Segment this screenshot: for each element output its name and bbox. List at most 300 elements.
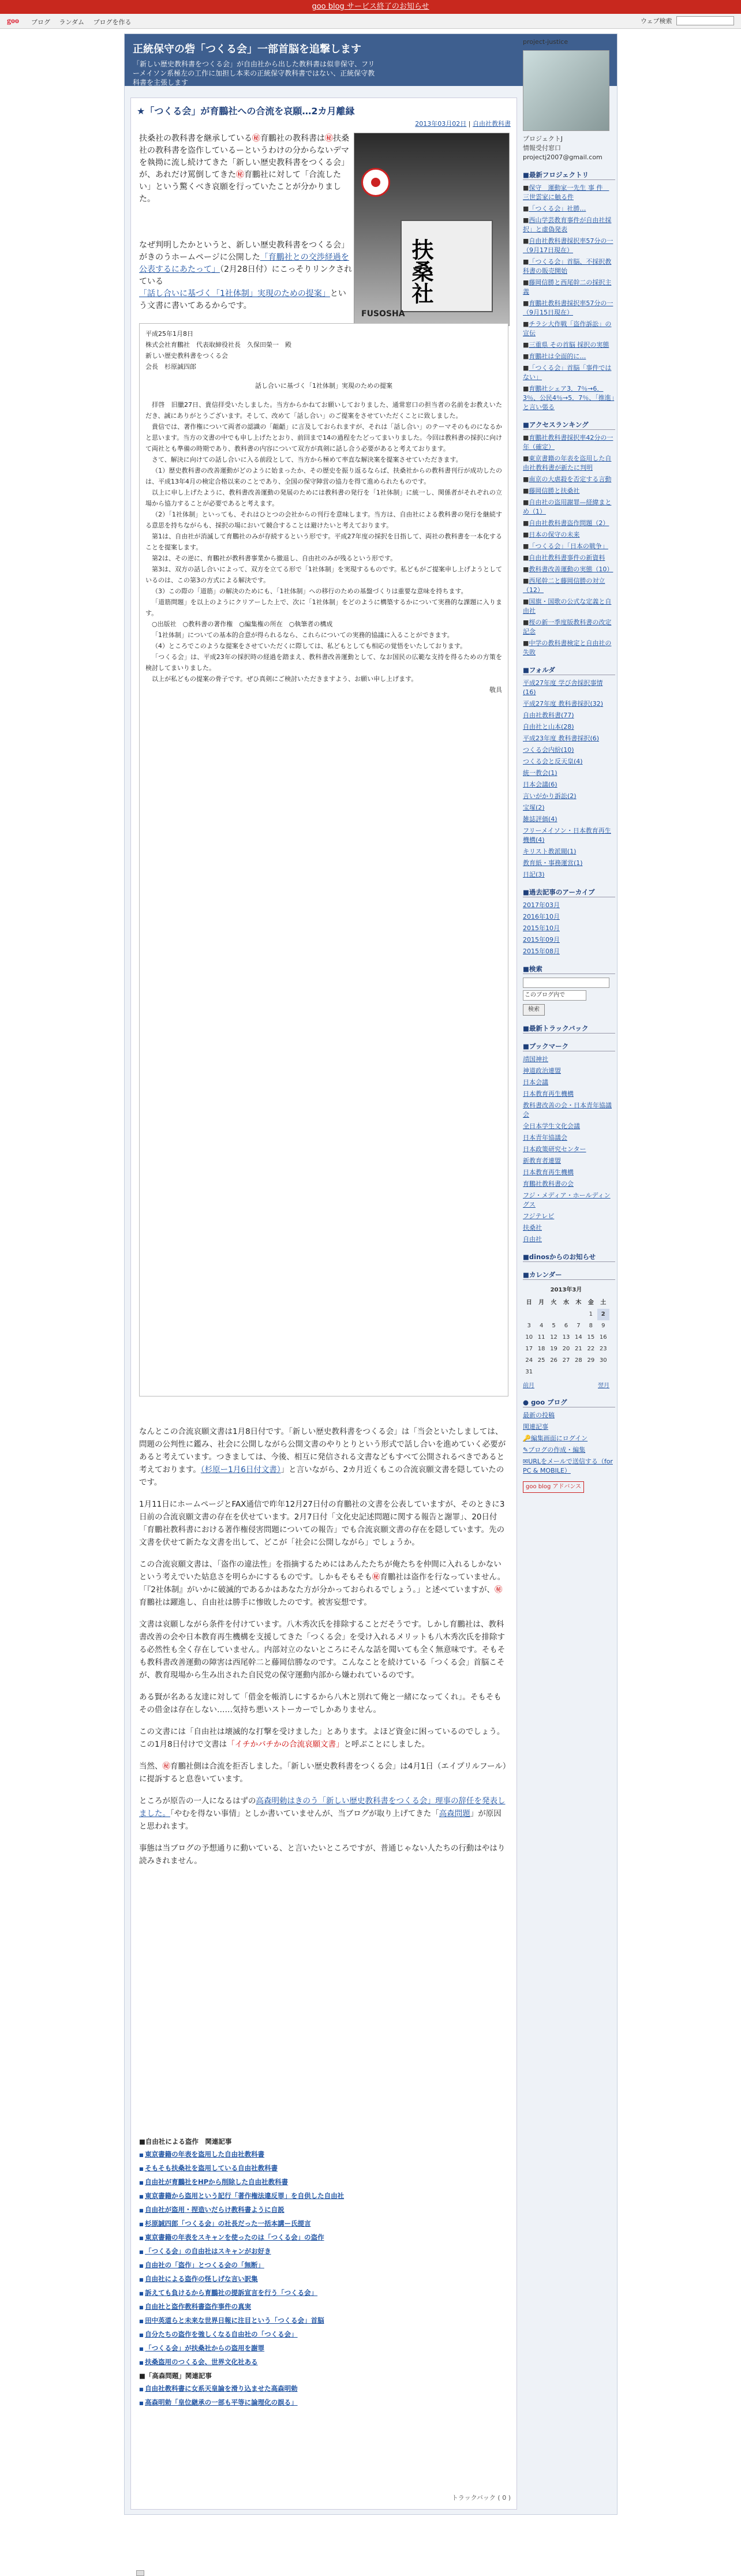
folder-link[interactable]: 雑誌評価(4) [523,815,557,823]
calendar-heading-text: カレンダー [529,1271,562,1279]
profile-avatar[interactable] [523,50,609,131]
weekday: 木 [575,1300,582,1306]
bookmark-heading: ■ブックマーク [523,1042,615,1051]
related-link[interactable]: 杉原誠四郎「つくる会」の社長だった一括本講ー氏提言 [145,2219,311,2227]
trackback-count[interactable]: トラックバック ( 0 ) [451,2494,511,2502]
related-link[interactable]: 自由社と盗作教科書盗作事件の真実 [145,2302,252,2311]
commentary-text: この合流哀願文書は、「盗作の違法性」を指摘するためにはあんたたちが俺たちを仲間に入れるしかないという考えでいた姑息さを明らかにするものです。しかもそもそも [139,1560,502,1582]
access-item: ■藤岡信勝と扶桑社 [523,487,580,495]
commentary-text: 」が原因と思われます。 [139,1809,502,1831]
bookmark-link[interactable]: 自由社 [523,1235,542,1243]
profile-detail: 情報受付窓口 projectj2007@gmail.com [523,144,602,161]
search-scope-select[interactable]: このブログ内で [523,990,586,1001]
access-item: ■中学の教科書検定と自由社の失敗 [523,639,612,656]
bookmark-item [523,1180,615,1189]
related-heading: ■自由社による盗作 関連記事 [139,2137,232,2146]
service-end-notice-bar [0,0,741,14]
letter-paragraph: 第2は、その逆に、育鵬社が教科書事業から撤退し、自由社のみが残るという形です。 [152,555,397,562]
folder-link[interactable]: 平成23年度 教科書採択(6) [523,735,600,742]
recent-link[interactable]: 育鵬社シェア3．7％→6．3％、公民4％→5．7％、「推進」と言い張る [523,385,615,411]
recent-link[interactable]: チラシ大作戦「盗作訴訟」の宣伝 [523,320,612,337]
archive-item [523,901,615,910]
bookmark-item [523,1235,615,1244]
letter-paragraph: 第1は、自由社が消滅して育鵬社のみが存続するという形です。平成27年度の採択を目指して、両社の教科書を一本化することを提案します。 [145,533,502,551]
bookmark-item [523,1145,615,1154]
recent-item: ■三重県 その首脳 採択の実態 [523,341,609,349]
recent-link[interactable]: 藤岡信勝と西尾幹二の採択主義 [523,279,612,295]
calendar-day: 31 [525,1369,533,1375]
letter-paragraph: ○出版社 ○教科書の著作権 ○編集権の所在 ○執筆者の構成 [152,620,333,628]
calendar-nav [523,1381,609,1390]
related-item [139,2342,508,2356]
related-list-2 [139,2382,508,2410]
access-item: ■日本の保守の未来 [523,531,580,538]
maru-mark-icon: ㊙ [494,1585,503,1594]
trackback-heading-text: 最新トラックバック [529,1024,589,1032]
related-link[interactable]: 自由社の「盗作」とつくる会の「無断」 [145,2261,264,2269]
recent-heading: ■最新フロジェクトリ [523,170,615,180]
access-link[interactable]: 自由社教科書事件の新資料 [529,554,605,561]
related-heading-2: ■「高森問題」関連記事 [139,2372,212,2380]
calendar-next-link[interactable]: 翌月 [598,1383,609,1389]
recent-link[interactable]: 自由社教科書採択率57分の一（9月17日現在） [523,237,613,254]
letter-paragraph: 第3は、双方の話し合いによって、双方を立てる形で「1社体制」を実現するものです。私どもがご提案申し上げようとしているのは、この第3の方式による解決です。 [145,566,502,584]
commentary-text: 育鵬社側は合流を拒否しました。「新しい歴史教科書をつくる会」は4月1日（エイプリルフール）に提訴すると息巻いています。 [139,1762,507,1784]
related-item [139,2300,508,2314]
access-heading: ■アクセスランキング [523,420,615,430]
recent-item: ■「つくる会」首脳「事件ではない」 [523,364,612,381]
access-link[interactable]: 国旗・国歌の公式な定義と自由社 [523,598,612,615]
commentary-text: 」と言いながら、2カ月近くもこの合流哀願文書を隠していたのです。 [139,1465,504,1487]
related-link[interactable]: 高森明勅「皇位継承の一部も平等に論理化の誤る」 [145,2398,298,2406]
calendar-day: 26 [550,1357,557,1364]
folder-item [523,722,615,732]
recent-item: ■西山学芸教育事件が自由社採択」と虚偽発表 [523,216,612,233]
archive-link[interactable]: 2017年03月 [523,901,560,909]
bookmark-link[interactable]: フジ・メディア・ホールディングス [523,1192,611,1208]
calendar-day: 1 [589,1311,593,1317]
calendar-day: 28 [575,1357,582,1364]
building-sign-text: 扶桑社 [408,238,434,304]
archive-list [523,901,615,956]
archive-link[interactable]: 2015年10月 [523,924,560,932]
bookmark-link[interactable]: 育鵬社教科書の会 [523,1180,574,1188]
commentary-text: 育鵬社は躍進し、自由社は勝手に惨敗したのです。被害妄想です。 [139,1598,372,1607]
access-item: ■国旗・国歌の公式な定義と自由社 [523,598,612,615]
bookmark-link[interactable]: フジテレビ [523,1212,555,1220]
folder-link[interactable]: 日記(3) [523,871,545,878]
bookmark-item [523,1078,615,1087]
access-item: ■東京書籍の年表を盗用した自由社教科書が新たに判明 [523,455,612,471]
post-lead-paragraph-2 [139,239,353,312]
recent-item: ■育鵬社シェア3．7％→6．3％、公民4％→5．7％、「推進」と言い張る [523,385,615,411]
access-link[interactable]: 桜の新一季度版教科書の改定記念 [523,619,612,635]
letter-paragraph: （1）歴史教科書の改善運動がどのように始まったか、その歴史を振り返るならば、扶桑社からの教科書刊行が成功したのは、平成13年4月の検定合格以来のことであり、全国の保守陣営の協力を得て進められたものです。 [145,467,502,485]
access-link[interactable]: 藤岡信勝と扶桑社 [529,487,580,495]
folder-item [523,859,615,868]
bookmark-item [523,1133,615,1143]
access-item: ■自由社教科書事件の新資料 [523,554,605,561]
folder-item [523,679,615,697]
blog-search-button[interactable]: 検索 [523,1004,545,1016]
folder-item [523,734,615,743]
access-item: ■南京の大虐殺を否定する言動 [523,475,612,483]
access-item: ■自由社の盗用謝罪—経緯まとめ（1） [523,499,612,515]
folder-link[interactable]: 教育紙・事務運営(1) [523,859,583,867]
folder-item [523,792,615,801]
folder-link[interactable]: つくる会と反天皇(4) [523,758,583,765]
related-item [139,2396,508,2410]
archive-link[interactable]: 2015年09月 [523,936,560,943]
archive-item [523,912,615,922]
access-link[interactable]: 東京書籍の年表を盗用した自由社教科書が新たに判明 [523,455,612,471]
access-link[interactable]: 中学の教科書検定と自由社の失敗 [523,639,612,656]
calendar-day: 4 [539,1323,544,1329]
goo-blog-make-link[interactable] [523,1446,615,1455]
trackback-heading: ■最新トラックバック [523,1024,615,1034]
bookmark-item [523,1156,615,1166]
access-link[interactable]: 「つくる会」「日本の戦争」 [529,542,608,550]
related-item [139,2189,508,2203]
goo-heading-text: goo ブログ [531,1398,567,1406]
folder-item [523,847,615,856]
post-lead-paragraph [139,133,353,205]
related-link[interactable]: 東京書籍の年表を盗用した自由社教科書 [145,2150,265,2158]
goo-advance-badge[interactable]: goo blog アドバンス [523,1481,584,1493]
letter-addressee: 株式会社育鵬社 代表取締役社長 久保田榮一 殿 [145,341,291,349]
recent-link[interactable]: 三重県 その首脳 採択の実態 [529,341,609,349]
lead2-text-b: （2月28日付）にこっそりリンクされている [139,265,353,286]
related-link[interactable]: 東京書籍の年表をスキャンを使ったのは「つくる会」の盗作 [145,2233,324,2241]
goo-toolbar [0,14,741,29]
bookmark-item [523,1122,615,1131]
broken-image-icon [136,2570,144,2576]
blog-title[interactable]: 正統保守の砦「つくる会」一部首脳を追撃します [133,43,361,55]
related-link[interactable]: 東京書籍から盗用という記行「著作権法違反罪」を自供した自由社 [145,2192,345,2200]
calendar-day: 11 [537,1334,545,1341]
bookmark-item [523,1223,615,1233]
commentary-text: 当然、 [139,1762,163,1771]
letter-body [145,399,502,684]
recent-heading-text: 最新フロジェクトリ [529,171,589,179]
calendar-weekdays [523,1297,609,1309]
pencil-icon: ✎ [523,1446,529,1454]
calendar-day: 19 [550,1346,557,1352]
goo-link-latest[interactable]: 最新の投稿 [523,1411,555,1419]
folder-item [523,746,615,755]
recent-item: ■育鵬社は全面的に… [523,353,586,360]
goo-login-text: 編集画面にログイン [530,1435,588,1442]
related-item [139,2162,508,2176]
calendar-day: 8 [589,1323,593,1329]
post-date[interactable]: 2013年03月02日 [415,120,467,128]
folder-item [523,870,615,879]
profile-heading: project-justice [523,38,568,46]
archive-heading: ■過去記事のアーカイブ [523,888,615,897]
lead-text-c: 扶桑社の教科書を盗作しているーというわけの分からないデマを執拗に流し続けてきた「新しい歴史教科書をつくる会」が、あれだけ罵倒してきた [139,134,349,179]
archive-item [523,924,615,933]
letter-header [145,328,502,372]
access-link[interactable]: 西尾幹二と藤岡信勝の対立（12） [523,577,605,594]
related-link[interactable]: 自分たちの盗作を強しくなる自由社の「つくる会」 [145,2330,298,2338]
bookmark-item [523,1055,615,1064]
recent-link[interactable]: 「つくる会」社勝… [529,205,586,212]
calendar-day: 14 [575,1334,582,1341]
quoted-proposal-letter [139,323,508,1396]
toolbar-link-blog[interactable]: ブログ [31,18,50,26]
related-item [139,2176,508,2189]
weekday: 土 [600,1300,607,1306]
goo-blogmake-text: ブログの作成・編集 [528,1446,586,1454]
related-link[interactable]: 「つくる会」が扶桑社からの盗用を謝罪 [145,2344,265,2352]
goo-logo[interactable]: goo [7,17,19,25]
maru-mark-icon: ㊙ [162,1762,170,1771]
calendar-day: 16 [599,1334,607,1341]
access-item: ■教科書改善運動の実態（10） [523,566,613,573]
mail-icon: ✉ [523,1458,529,1465]
folder-link[interactable]: 自由社教科書(77) [523,712,574,719]
goo-heading [523,1398,615,1407]
lead-text-b: 育鵬社の教科書は [260,134,325,143]
link-takamori-resign[interactable]: 高森明勅はきのう「新しい歴史教科書をつくる会」理事の辞任を発表しました。 [139,1796,506,1818]
folder-link[interactable]: キリスト教派閥(1) [523,848,577,855]
lead-text-d: 育鵬社に対して「合流したい」という驚くべき哀願を行っていたことが分かりました。 [139,170,341,204]
access-link[interactable]: 教科書改善運動の実態（10） [529,566,613,573]
commentary-paragraph [139,1558,508,1609]
calendar-day: 17 [525,1346,533,1352]
access-list [523,433,615,657]
access-link[interactable]: 日本の保守の未来 [529,531,580,538]
goo-toolbar-links [31,17,139,27]
related-link[interactable]: そもそも扶桑社を盗用している自由社教科書 [145,2164,278,2172]
commentary-text: 育鵬社は盗作を行なっていません。「『2社体制』がいかに破滅的であるかはあなた方が分かっておられるでしょう。」と述べていますが、 [139,1572,506,1594]
folder-link[interactable]: 言いがかり訴訟(2) [523,792,577,800]
search-heading: ■検索 [523,964,615,974]
related-link[interactable]: 自由社が盗用・捏造いだらけ教科書ように自説 [145,2206,285,2214]
commentary-paragraph: 1月11日にホームページとFAX通信で昨年12月27日付の育鵬社の文書を公表していますが、そのときに3日前の合流哀願文書の存在を伏せています。2月7日付「文化史記述問題に関する報告と謝罪」、20日付「育鵬社教科書における著作権侵害問題についての報告」でも合流哀願文書の存在を隠しています。先の文書を伏せて新たな文書を出して、どこが「社会に公開しながら」でしょうか。 [139,1500,505,1547]
calendar-day: 6 [564,1323,568,1329]
commentary-paragraph: ある賢が名ある友達に対して「借金を帳消しにするから八木と別れて俺と一緒になってくれ」。そもそもその借金は存在しない……気持ち悪いストーカーでしかありません。 [139,1693,502,1714]
access-link[interactable]: 南京の大虐殺を否定する言動 [529,475,612,483]
bookmark-link[interactable]: 全日本学生文化会議 [523,1122,580,1130]
post-category[interactable]: 自由社教科書 [473,120,511,128]
folder-link[interactable]: 統一教会(1) [523,769,557,777]
calendar-day: 7 [577,1323,581,1329]
related-item [139,2382,508,2396]
folder-item [523,769,615,778]
link-proposal-document[interactable]: 「話し合いに基づく「1社体制」実現のための提案」 [139,289,330,298]
related-link[interactable]: 自由社による盗作の怪しげな言い訳集 [145,2275,258,2283]
dinos-heading: ■dinosからのお知らせ [523,1252,615,1262]
letter-paragraph: 以上が私どもの提案の骨子です。ぜひ真剣にご検討いただきますよう、お願い申し上げます。 [152,675,418,683]
calendar-day: 13 [562,1334,570,1341]
letter-sender-org: 新しい歴史教科書をつくる会 [145,352,228,360]
recent-link[interactable]: 保守 運動家一先生 事 件 三世雲家に触る件 [523,184,609,201]
archive-item [523,947,615,956]
related-articles [139,2135,508,2410]
related-item [139,2245,508,2259]
blog-container [124,33,618,2515]
weekday: 金 [587,1300,594,1306]
calendar-day: 5 [552,1323,556,1329]
recent-link[interactable]: 西山学芸教育事件が自由社採択」と虚偽発表 [523,216,612,233]
letter-paragraph: （3）この際の「道筋」の解決のためにも、「1社体制」への移行のための基盤づくりは重要な意味を持ちます。 [152,587,467,595]
goo-blog-links [523,1411,615,1493]
calendar-day: 25 [537,1357,545,1364]
commentary-paragraph [139,1760,508,1785]
recent-link[interactable]: 「つくる会」首脳「事件ではない」 [523,364,612,381]
bookmark-link[interactable]: 日本会議 [523,1079,548,1086]
goo-login-link[interactable] [523,1434,615,1443]
access-item: ■「つくる会」「日本の戦争」 [523,542,608,550]
calendar-day: 3 [527,1323,531,1329]
commentary-paragraph [139,1425,508,1489]
bookmark-list [523,1055,615,1244]
bookmark-link[interactable]: 新教育者連盟 [523,1157,561,1165]
letter-paragraph: 貴信では、著作権について両者の認識の「齟齬」に言及しておられますが、それは「話し合い」のテーマそのものになるかと思います。当方の文書の中でも申し上げたとおり、前回まで14の過程をたどってまいりました。今回は教科書の採択に向けて両社とも準備の時期であり、教科書の内容について双方が真剣に話し合う必要があると考えております。 [145,423,502,452]
link-takamori-issue[interactable]: 高森問題 [439,1809,470,1818]
web-search [641,16,734,25]
bookmark-link[interactable]: 日本青年協議会 [523,1134,567,1141]
access-item: ■桜の新一季度版教科書の改定記念 [523,619,612,635]
related-item [139,2356,508,2369]
folder-link[interactable]: 自由社と山本(28) [523,723,574,731]
web-search-input[interactable] [676,16,734,25]
bookmark-item [523,1168,615,1177]
access-item: ■自由社教科書盗作問題（2） [523,519,609,527]
letter-title: 話し合いに基づく「1社体制」実現のための提案 [255,382,392,390]
letter-paragraph: さて、解決に向けての話し合いに入る前段として、当方から極めて率直な解決案を提案させていただきます。 [152,456,462,463]
recent-item: ■保守 運動家一先生 事 件 三世雲家に触る件 [523,184,609,201]
search-heading-text: 検索 [529,965,542,973]
link-negotiation-report[interactable]: 「育鵬社との交渉経過を公表するにあたって」 [139,253,349,274]
bookmark-link[interactable]: 日本教育再生機構 [523,1090,574,1098]
commentary-text: なんとこの合流哀願文書は1月8日付です。「新しい歴史教科書をつくる会」は「当会といたしましては、問題の公判性に鑑み、社会に公開しながら公開文書のやりとりという形式で話し合いを進めていく必要があると考えています。つきましては、今後、相互に発信される文書などもすべて公開されるべきであると考えております。 [139,1427,506,1474]
maru-mark-icon: ㊙ [252,134,260,143]
archive-link[interactable]: 2016年10月 [523,913,560,920]
related-item [139,2314,508,2328]
related-link[interactable]: 田中英道らと未来な世界日報に注目という「つくる会」首脳 [145,2316,324,2324]
blog-description: 「新しい歴史教科書をつくる会」が自由社から出した教科書は似非保守、フリーメイソン系極左の工作に加担し本来の正統保守教科書ではない、正統保守教科書を主張します [133,60,375,87]
calendar-heading: ■カレンダー [523,1270,615,1280]
bookmark-link[interactable]: 日本政策研究センター [523,1145,586,1153]
maru-mark-icon: ㊙ [236,170,244,179]
main-column [130,98,517,2510]
related-link[interactable]: 扶桑盗用のつくる会、世界文化社ある [145,2358,258,2366]
link-sugihara-jan6[interactable]: （杉原ー1月6日付文書） [200,1465,281,1474]
weekday: 水 [563,1300,569,1306]
commentary-text: と呼ぶことにしました。 [343,1740,430,1749]
calendar-day: 18 [537,1346,545,1352]
letter-closing: 敬具 [489,686,502,694]
maru-mark-icon: ㊙ [372,1572,380,1582]
related-item [139,2286,508,2300]
folder-link[interactable]: フリーメイソン・日本教育再生機構(4) [523,827,611,844]
calendar-day: 9 [601,1323,605,1329]
recent-list [523,184,615,412]
toolbar-link-create-blog[interactable]: ブログを作る [93,18,132,26]
related-link[interactable]: 「つくる会」の自由社はスキャンがお好き [145,2247,271,2255]
profile-name: プロジェクトJ [523,135,563,143]
calendar-day-linked[interactable]: 2 [597,1309,609,1320]
folder-link[interactable]: つくる会内紛(10) [523,746,574,754]
recent-link[interactable]: 育鵬社教科書採択率57分の一（9月15日現在） [523,299,613,316]
letter-paragraph: 「道筋問題」を以上のようにクリアーした上で、次に「1社体制」をどのように構築するかについて実務的な課題に入ります。 [145,598,502,617]
commentary-paragraph: 文書は哀願しながら条件を付けています。八木秀次氏を排除することだそうです。しかし育鵬社は、教科書改善の会や日本教育再生機構を支援してきた「つくる会」を受け入れるメリットも八木秀次氏を排除する必然性も全く存在していません。内部対立のないところにそんな話を聞いても全く無意味です。そもそも教科書改善運動の障害は西尾幹二と藤岡信勝なのです。こんなことを続けている「つくる会」首脳こそが、教育現場から生み出された自民党の保守運動内部から嫌われているのです。 [139,1620,506,1680]
weekday: 火 [551,1300,557,1306]
commentary-paragraph [139,1725,508,1751]
related-item [139,2259,508,2272]
calendar-day: 20 [562,1346,570,1352]
calendar-day: 23 [599,1346,607,1352]
access-link[interactable]: 自由社教科書盗作問題（2） [529,519,609,527]
folder-item [523,699,615,709]
letter-sender-name: 会長 杉原誠四郎 [145,363,196,370]
folder-item [523,826,615,845]
folder-link[interactable]: 日本会議(6) [523,781,557,788]
calendar-prev-link[interactable]: 前月 [523,1383,534,1389]
lead-text-a: 扶桑社の教科書を継承している [139,134,252,143]
service-end-notice-link[interactable]: goo blog サービス終了のお知らせ [312,2,429,11]
bookmark-item [523,1101,615,1119]
commentary-text: ところが原告の一人になるはずの [139,1796,256,1806]
commentary-text: この文書には「自由社は壊滅的な打撃を受けました」とあります。よほど資金に困っているのでしょう。この1月8日付けで文書は [139,1727,505,1749]
calendar-month: 2013年3月 [550,1287,582,1293]
access-link[interactable]: 育鵬社教科書採択率42分の一年（確定） [523,434,613,451]
bookmark-item [523,1212,615,1221]
calendar-day: 15 [587,1334,595,1341]
weekday: 日 [526,1300,532,1306]
calendar-day: 10 [525,1334,533,1341]
archive-link[interactable]: 2015年08月 [523,948,560,955]
bookmark-link[interactable]: 日本教育再生機構 [523,1169,574,1176]
commentary-paragraph [139,1795,508,1833]
folder-link[interactable]: 宝塚(2) [523,804,545,811]
recent-link[interactable]: 「つくる会」首脳、不採択教科書の販売開始 [523,258,612,275]
goo-link-related[interactable]: 関連記事 [523,1423,548,1431]
calendar [523,1283,609,1378]
goo-url-mail-link[interactable] [523,1457,615,1476]
lead2-text-a: なぜ判明したかというと、新しい歴史教科書をつくる会」がきのうホームページに公開した [139,241,349,262]
letter-paragraph: （2）「1社体制」といっても、それはひとつの会社からの刊行を意味します。当方は、自由社による教科書の発行を継続する意思を持ちながらも、採択の場において競合することは避けたいと考えております。 [145,511,502,529]
bookmark-link[interactable]: 教科書改善の会・日本青年協議会 [523,1102,612,1118]
related-link[interactable]: 自由社教科書に女系天皇論を滑り込ませた高森明勅 [145,2384,298,2392]
calendar-day: 29 [587,1357,595,1364]
bookmark-link[interactable]: 神道政治連盟 [523,1067,561,1074]
letter-paragraph: 「つくる会」は、平成23年の採択時の経過を踏まえ、教科書改善運動として、なお国民の広範な支持を得るための方策を検討してまいりました。 [145,653,502,672]
bookmark-link[interactable]: 靖国神社 [523,1055,548,1063]
letter-paragraph: 「1社体制」についての基本的合意が得られるなら、これらについての実務的協議に入ることができます。 [152,631,454,639]
post-title[interactable]: ★「つくる会」が育鵬社への合流を哀願…2カ月離縁 [137,106,355,117]
recent-link[interactable]: 育鵬社は全面的に… [529,353,586,360]
folder-link[interactable]: 平成27年度 教科書採択(32) [523,700,604,707]
access-link[interactable]: 自由社の盗用謝罪—経緯まとめ（1） [523,499,612,515]
related-item [139,2272,508,2286]
bookmark-item [523,1066,615,1076]
folder-link[interactable]: 平成27年度 学び舎採択事情(16) [523,679,603,696]
recent-item: ■「つくる会」社勝… [523,205,586,212]
lead2-text-c: という文書に書いてあるからです。 [139,289,346,310]
related-link[interactable]: 自由社が育鵬社をHPから削除した自由社教科書 [145,2178,289,2186]
blog-search-input[interactable] [523,978,609,988]
folder-item [523,711,615,720]
dinos-heading-text: dinosからのお知らせ [529,1253,596,1261]
related-link[interactable]: 訴えても負けるから育鵬社の提訴宣言を行う「つくる会」 [145,2289,318,2297]
letter-paragraph: （4）ところでこのような提案をさせていただくに際しては、私どもとしても相応の覚悟をいたしております。 [152,642,467,650]
bookmark-link[interactable]: 扶桑社 [523,1224,542,1231]
commentary-paragraph: 事態は当ブログの予想通りに動いている、と言いたいところですが、普通じゃない人たちの行動はやはり読みきれません。 [139,1844,506,1866]
toolbar-link-random[interactable]: ランダム [59,18,85,26]
